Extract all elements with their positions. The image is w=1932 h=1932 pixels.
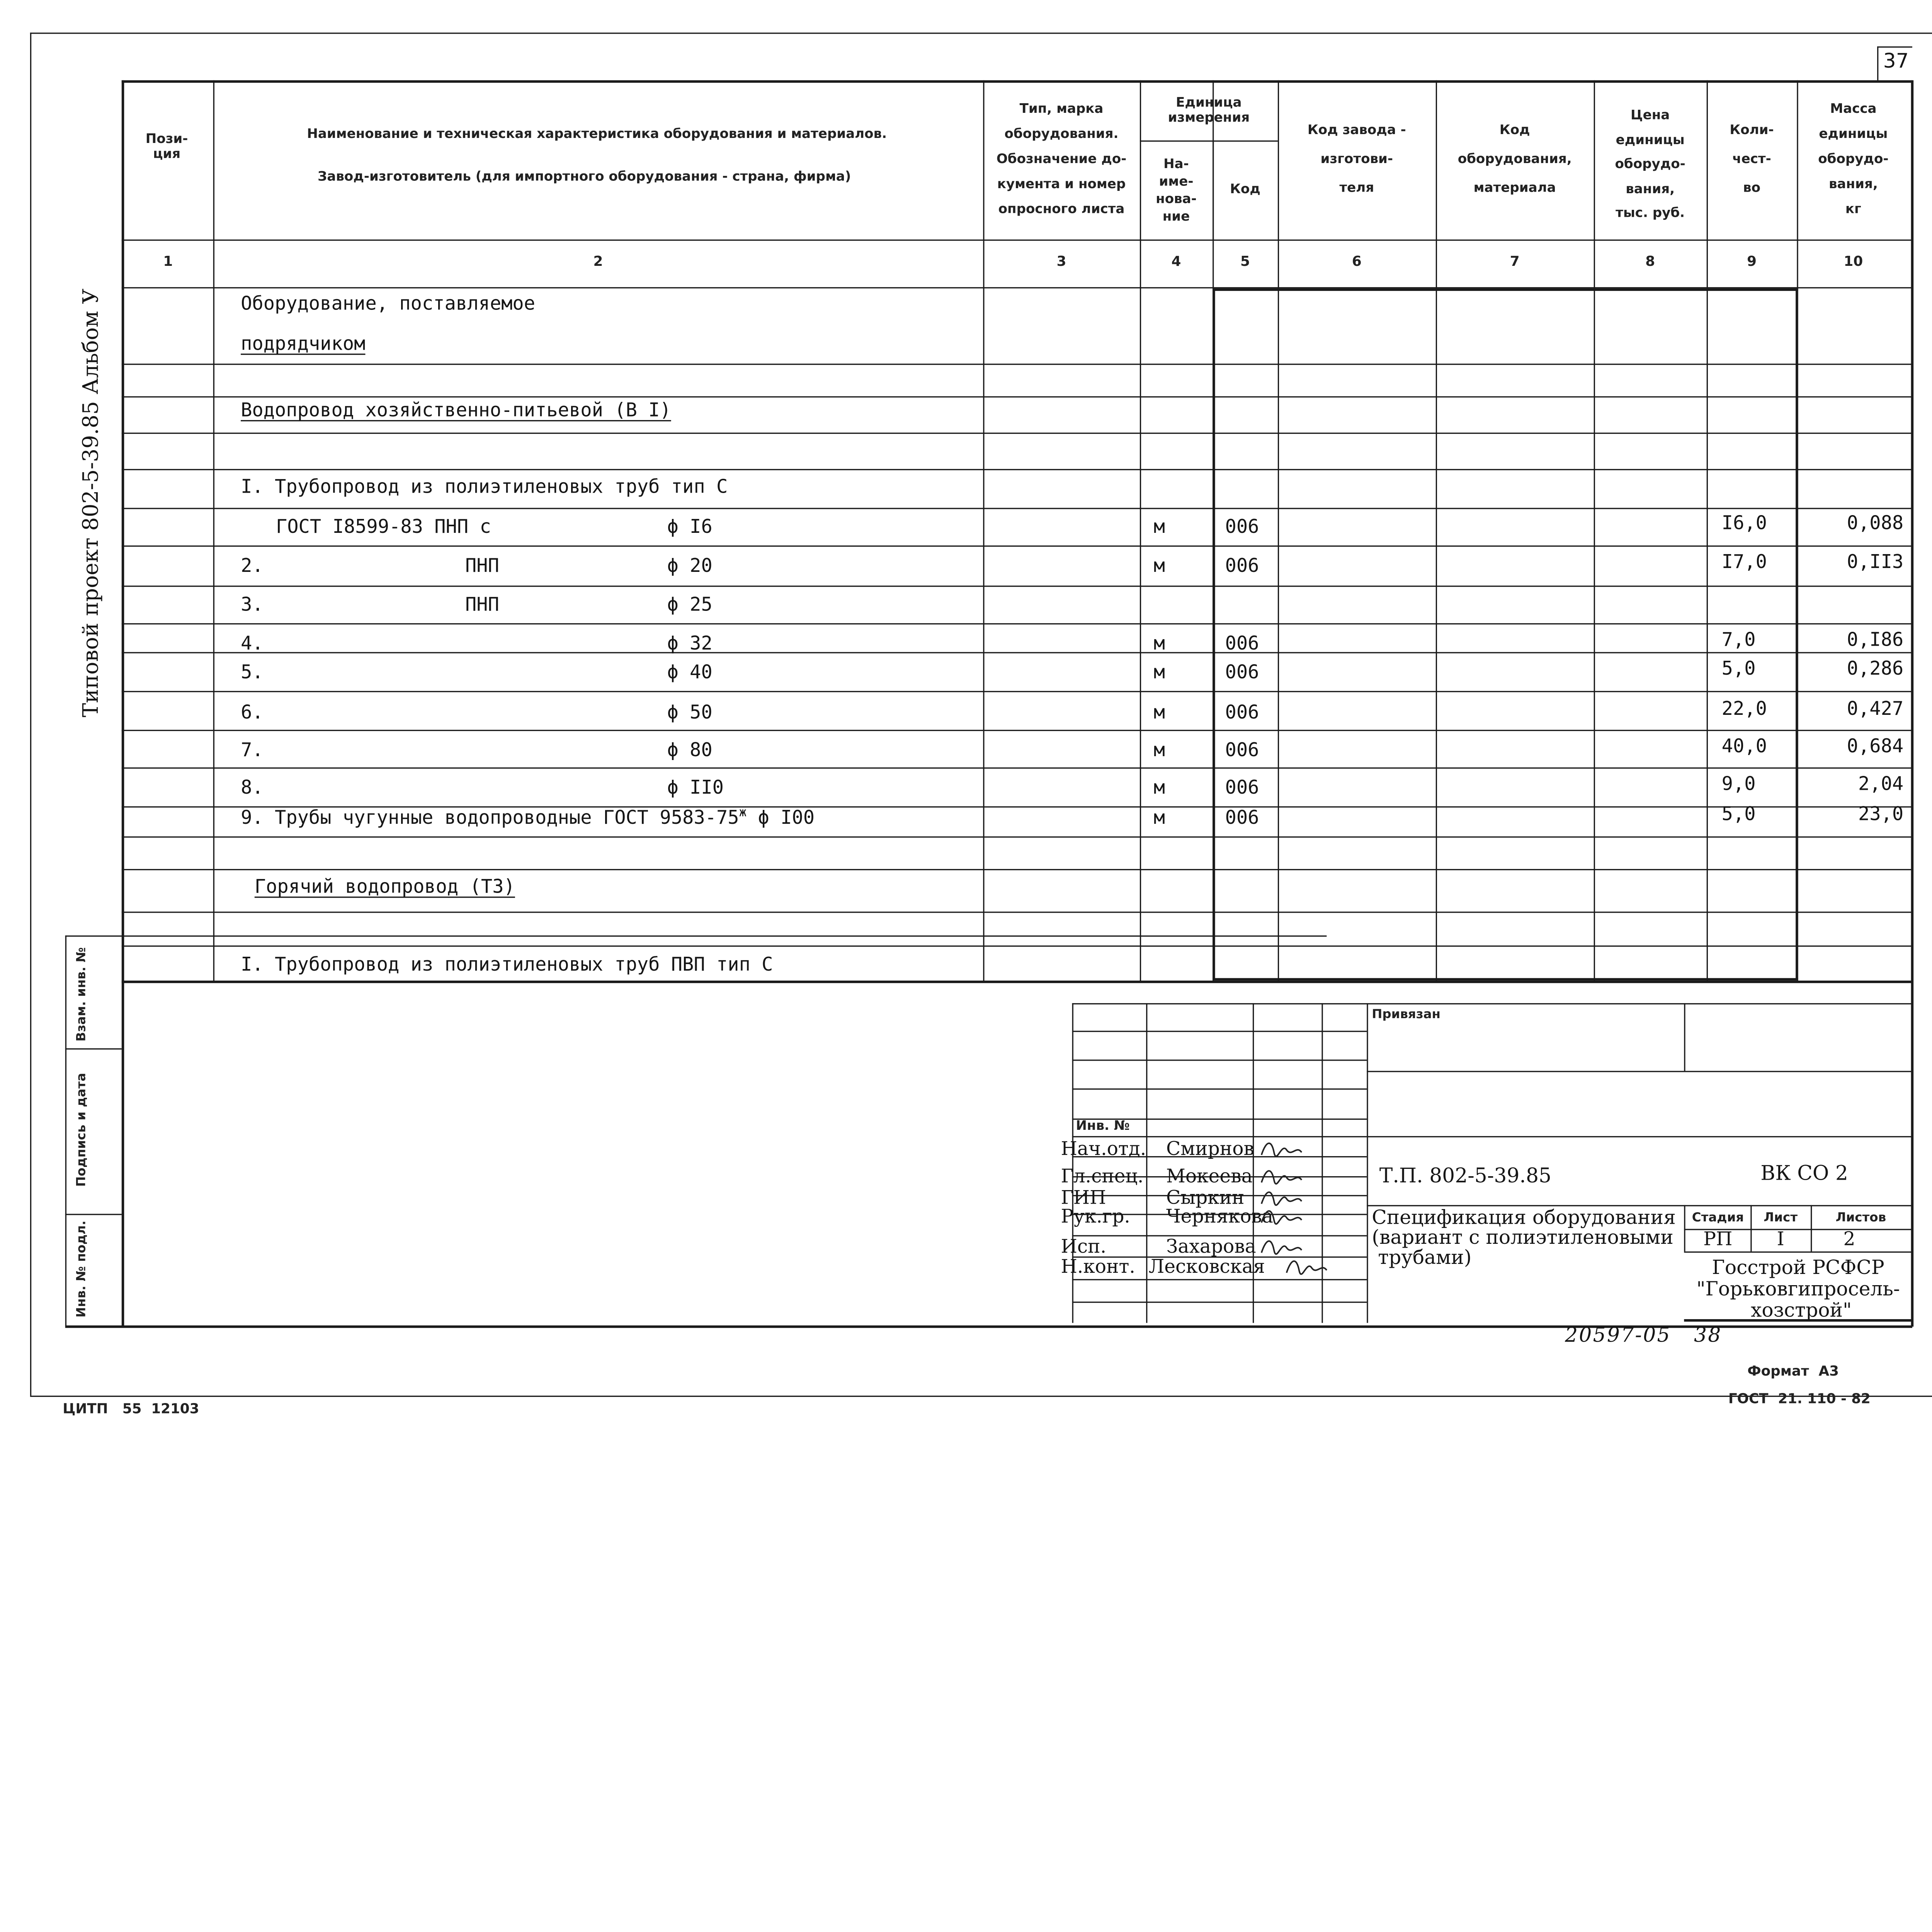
column-number-2: 2 [593,253,603,270]
grid-line [1367,1003,1368,1323]
frame-border [1213,288,1215,979]
header-name-line2: Завод-изготовитель (для импортного оборудования - страна, фирма) [318,169,851,185]
unit-mass: 0,427 [1847,697,1904,720]
project-number: Т.П. 802-5-39.85 [1379,1163,1552,1188]
grid-line [1146,1003,1147,1323]
unit-mass: 0,088 [1847,512,1904,534]
row-diameter: ϕ 50 [667,701,713,724]
archive-number: 20597-05 38 [1565,1323,1722,1347]
row-number: 2. [241,554,264,577]
quantity: 22,0 [1721,697,1767,720]
grid-line [65,935,66,1327]
frame-border [1796,288,1798,979]
grid-line [122,912,1912,913]
row-diameter: ϕ 25 [667,593,713,616]
grid-line [122,433,1912,434]
grid-line [1140,140,1278,141]
column-number-6: 6 [1352,253,1362,270]
unit-mass: 2,04 [1858,772,1904,795]
quantity: 7,0 [1721,628,1756,651]
unit-name: м [1153,554,1165,577]
grid-line [122,586,1912,587]
signature-scribble [1284,1255,1329,1277]
unit-code: 006 [1225,661,1259,684]
signature-scribble [1259,1137,1304,1160]
frame-border [1911,80,1913,1327]
stamp-inv-podl: Инв. № подл. [75,1220,88,1318]
inv-no-label: Инв. № [1076,1119,1130,1134]
unit-code: 006 [1225,515,1259,538]
unit-name: м [1153,738,1165,761]
grid-line [122,691,1912,692]
row-number: 4. [241,632,264,655]
grid-line [1367,1136,1912,1137]
quantity: I7,0 [1721,550,1767,573]
row-diameter: ϕ I6 [667,515,713,538]
quantity: I6,0 [1721,512,1767,534]
grid-line [1072,1003,1912,1004]
column-number-9: 9 [1747,253,1757,270]
grid-line [122,869,1912,870]
grid-line [1367,1071,1912,1072]
column-number-4: 4 [1171,253,1181,270]
grid-line [1072,1088,1367,1090]
grid-line [122,730,1912,731]
row-number: 7. [241,738,264,761]
quantity: 5,0 [1721,802,1756,825]
grid-line [1684,1205,1685,1252]
sheet-label: Лист [1764,1211,1798,1225]
grid-line [122,623,1912,624]
header-type: Тип, марка оборудования. Обозначение до- кумента и номер опросного листа [996,102,1127,217]
unit-mass: 0,I86 [1847,628,1904,651]
role-label: Гл.спец. [1061,1165,1144,1188]
header-name-line1: Наименование и техническая характеристика оборудования и материалов. [307,127,887,142]
signer-name: Мокеева [1166,1165,1253,1188]
sheets-label: Листов [1835,1211,1886,1225]
unit-name: м [1153,776,1165,799]
album-label: Типовой проект 802-5-39.85 Альбом У [79,288,104,718]
row-pipe-type: ПНП [465,554,499,577]
role-label: Исп. [1061,1235,1107,1258]
row-name: 9. Трубы чугунные водопроводные ГОСТ $9583-75^ж$ ϕ I00 [241,806,815,829]
quantity: 5,0 [1721,657,1756,680]
row-diameter: ϕ 80 [667,738,713,761]
row-name: Оборудование, поставляемое [241,292,536,315]
header-unit: Единица измерения [1168,96,1250,126]
unit-name: м [1153,515,1165,538]
row-name: ГОСТ I8599-83 ПНП с [276,515,491,538]
sheet-code: ВК СО 2 [1760,1161,1848,1185]
frame-border [122,981,1912,983]
role-label: ГИП [1061,1186,1106,1209]
quantity: 40,0 [1721,735,1767,758]
header-unit-name: На- име- нова- ние [1156,156,1197,225]
row-diameter: ϕ 40 [667,661,713,684]
column-number-5: 5 [1240,253,1250,270]
signature-scribble [1259,1165,1304,1187]
grid-line [122,652,1912,653]
frame-border [1213,288,1798,291]
row-name: Горячий водопровод (Т3) [254,875,515,898]
privyazan-label: Привязан [1372,1007,1440,1022]
citp-label: ЦИТП 55 12103 [63,1400,199,1417]
role-label: Н.конт. [1061,1255,1135,1278]
stamp-vzam: Взам. инв. № [75,947,88,1042]
column-number-3: 3 [1056,253,1066,270]
row-number: 3. [241,593,264,616]
column-number-7: 7 [1510,253,1520,270]
signer-name: Чернякова [1166,1205,1273,1228]
signer-name: Смирнов [1166,1137,1254,1160]
unit-code: 006 [1225,554,1259,577]
row-diameter: ϕ II0 [667,776,724,799]
row-diameter: ϕ 20 [667,554,713,577]
role-label: Рук.гр. [1061,1205,1130,1228]
grid-line [122,767,1912,769]
row-name: Водопровод хозяйственно-питьевой (В I) [241,398,671,422]
gost-label: ГОСТ 21. 110 - 82 [1728,1390,1871,1407]
grid-line [1072,1031,1367,1032]
unit-name: м [1153,632,1165,655]
header-unit-code: Код [1230,182,1260,197]
unit-mass: 0,684 [1847,735,1904,758]
format-label: Формат А3 [1747,1363,1839,1379]
grid-line [122,240,1912,241]
row-name: I. Трубопровод из полиэтиленовых труб тип С [241,475,728,498]
sheet-border [30,1396,1932,1397]
header-equipment-code: Код оборудования, материала [1458,123,1572,196]
unit-mass: 0,II3 [1847,550,1904,573]
grid-line [122,508,1912,509]
sheet-border [30,32,1932,34]
signer-name: Лесковская [1148,1255,1265,1278]
header-quantity: Коли- чест- во [1730,123,1774,196]
quantity: 9,0 [1721,772,1756,795]
grid-line [213,80,214,982]
spec-title: Спецификация оборудования (вариант с полиэтиленовыми трубами) [1372,1206,1676,1269]
unit-code: 006 [1225,776,1259,799]
stage-label: Стадия [1692,1211,1744,1225]
column-number-10: 10 [1844,253,1863,270]
row-number: 6. [241,701,264,724]
grid-line [1877,46,1912,48]
signer-name: Захарова [1166,1235,1256,1258]
signature-scribble [1259,1205,1304,1228]
row-pipe-type: ПНП [465,593,499,616]
sheet-value: I [1777,1228,1784,1250]
unit-mass: 23,0 [1858,802,1904,825]
role-label: Нач.отд. [1061,1137,1146,1160]
grid-line [1072,1060,1367,1061]
grid-line [122,946,1912,947]
grid-line [122,469,1912,470]
row-name: подрядчиком [241,332,366,355]
row-number: 5. [241,661,264,684]
signer-name: Сыркин [1166,1186,1245,1209]
header-position: Пози- ция [145,132,188,162]
grid-line [65,935,1327,937]
header-factory-code: Код завода - изготови- теля [1307,123,1406,196]
grid-line [122,396,1912,397]
unit-mass: 0,286 [1847,657,1904,680]
column-number-1: 1 [163,253,173,270]
grid-line [122,837,1912,838]
header-price: Цена единицы оборудо- вания, тыс. руб. [1615,108,1685,221]
organization: Госстрой РСФСР "Горьковгипросель- хозстрой" [1696,1256,1900,1322]
unit-name: м [1153,661,1165,684]
stamp-podpis: Подпись и дата [75,1073,88,1187]
unit-code: 006 [1225,701,1259,724]
stage-value: РП [1703,1228,1733,1250]
grid-line [122,546,1912,547]
sheet-border [30,32,31,1396]
header-mass: Масса единицы оборудо- вания, кг [1818,102,1889,217]
grid-line [1072,1302,1367,1303]
unit-code: 006 [1225,738,1259,761]
row-name: I. Трубопровод из полиэтиленовых труб ПВП тип С [241,953,773,976]
unit-name: м [1153,701,1165,724]
row-diameter: ϕ 32 [667,632,713,655]
unit-name: м [1153,806,1165,829]
page-number: 37 [1883,49,1909,73]
grid-line [1684,1252,1912,1253]
column-number-8: 8 [1645,253,1655,270]
unit-code: 006 [1225,806,1259,829]
grid-line [1684,1003,1685,1071]
sheets-value: 2 [1843,1228,1855,1250]
row-number: 8. [241,776,264,799]
signature-scribble [1259,1235,1304,1258]
unit-code: 006 [1225,632,1259,655]
grid-line [122,364,1912,365]
grid-line [1072,1279,1367,1280]
